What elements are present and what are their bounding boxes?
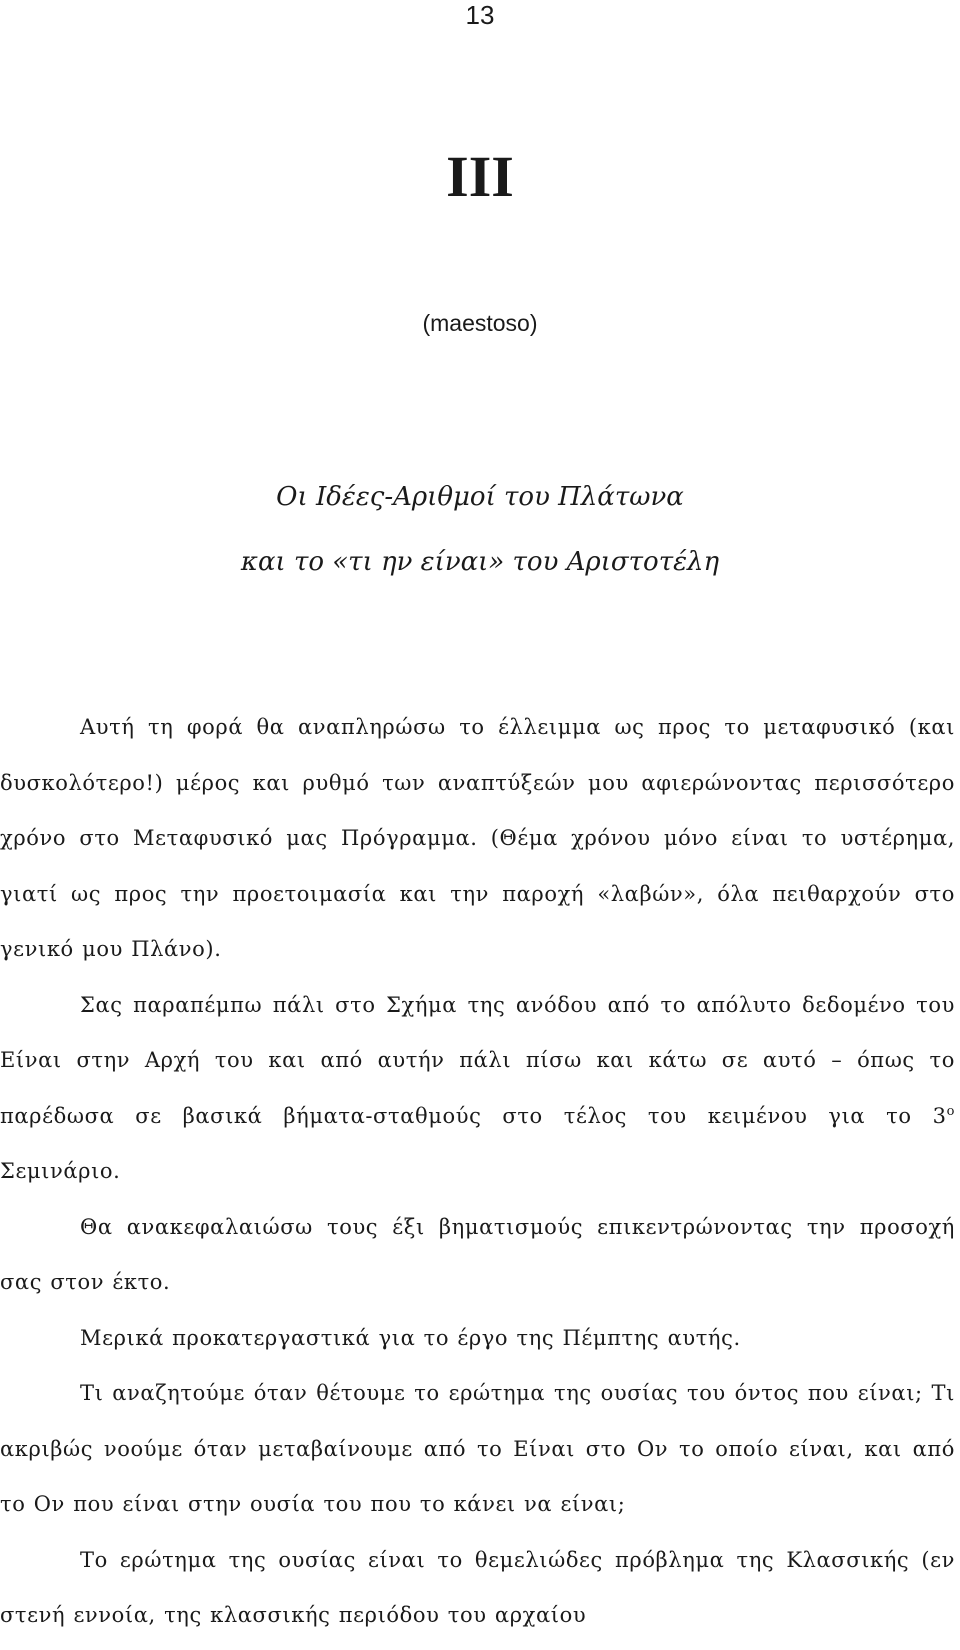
page-number: 13 [465,0,495,30]
paragraph-2 [0,978,955,1200]
paragraph-2-text: Σας παραπέμπω πάλι στο Σχήμα της ανόδου από το απόλυτο δεδομένο του Είναι στην Αρχή του και από αυτήν πάλι πίσω και κάτω σε αυτό – όπως το παρέδωσα σε βασικά βήματα-σταθμούς στο τέλος του κειμένου για το 3 [0,992,955,1128]
paragraph-3: Θα ανακεφαλαιώσω τους έξι βηματισμούς επικεντρώνοντας την προσοχή σας στον έκτο. [0,1214,955,1294]
paragraph-4: Μερικά προκατεργαστικά για το έργο της Πέμπτης αυτής. [80,1325,741,1350]
section-title-line-1: Οι Ιδέες-Αριθμοί του Πλάτωνα [276,482,684,512]
body-text [0,700,955,1644]
section-title-line-2: και το «τι ην είναι» του Αριστοτέλη [240,547,720,577]
chapter-numeral: III [446,144,514,209]
paragraph-2-tail: Σεμινάριο. [0,1159,121,1183]
tempo-marking: (maestoso) [422,310,538,336]
paragraph-1: Αυτή τη φορά θα αναπληρώσω το έλλειμμα ως προς το μεταφυσικό (και δυσκολότερο!) μέρος και ρυθμό των αναπτύξεών μου αφιερώνοντας περισσότερο χρόνο στο Μεταφυσικό μας Πρόγραμμα. (Θέμα χρόνου μόνο είναι το υστέρημα, γιατί ως προς την προετοιμασία και την παροχή «λαβών», όλα πειθαρχούν στο γενικό μου Πλάνο). [0,715,955,961]
paragraph-5: Τι αναζητούμε όταν θέτουμε το ερώτημα της ουσίας του όντος που είναι; Τι ακριβώς νοούμε όταν μεταβαίνουμε από το Είναι στο Ον το οποίο είναι, και από το Ον που είναι στην ουσία του που το κάνει να είναι; [0,1381,955,1516]
ordinal-superscript: ο [946,1103,955,1119]
paragraph-6: Το ερώτημα της ουσίας είναι το θεμελιώδες πρόβλημα της Κλασσικής (εν στενή εννοία, της κλασσικής περιόδου του αρχαίου [0,1547,955,1627]
